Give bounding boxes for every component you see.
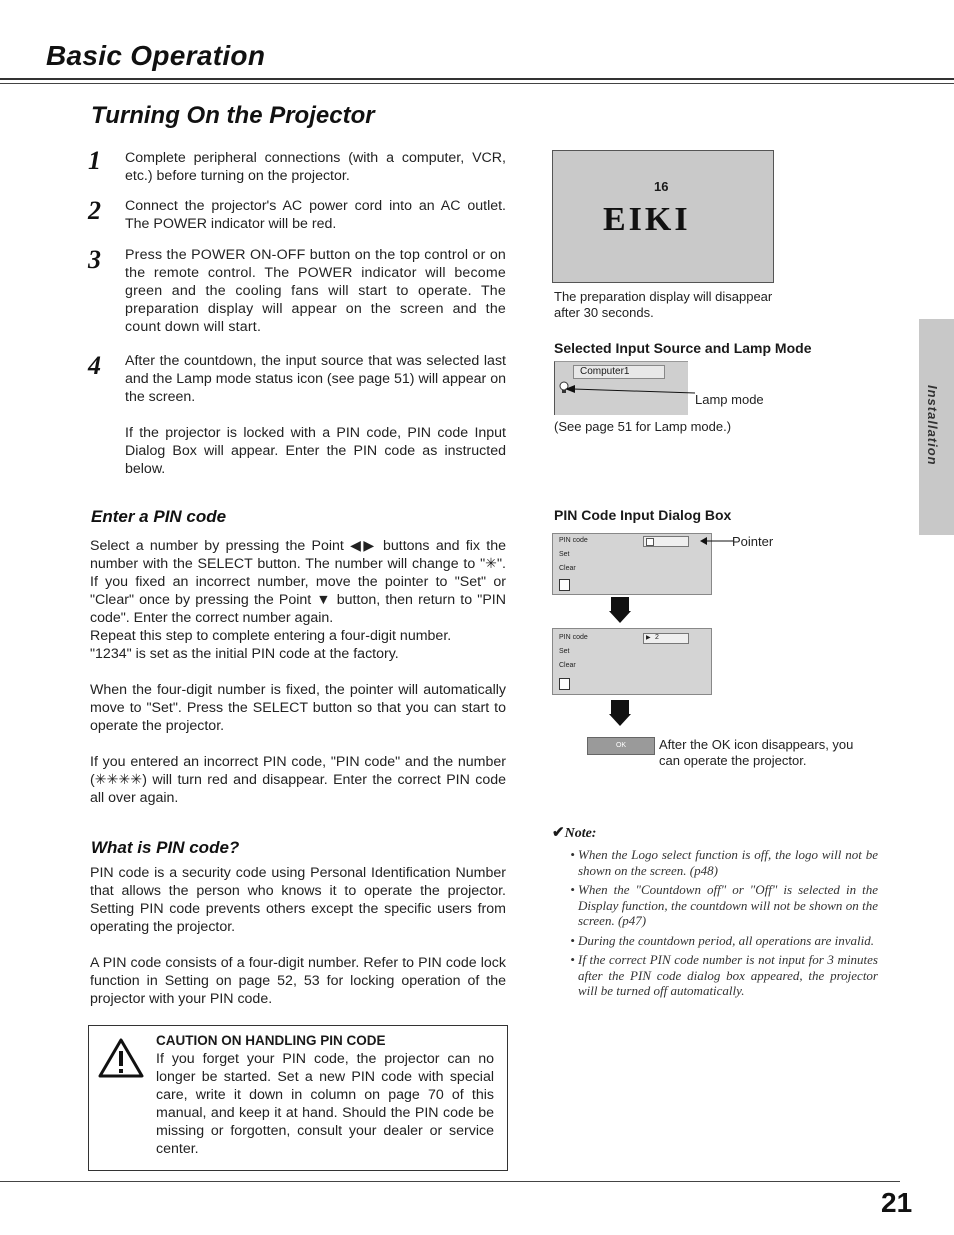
note-item: • If the correct PIN code number is not input for 3 minutes after the PIN code dialog box appeared, the projector will be turned off automatically. bbox=[578, 952, 878, 999]
pin-exit-icon bbox=[559, 579, 570, 591]
pin-dialog-before bbox=[552, 533, 712, 595]
header-rule bbox=[0, 78, 954, 80]
down-arrow-2-icon bbox=[609, 714, 631, 726]
pin-row-clear-2: Clear bbox=[559, 662, 576, 669]
side-tab bbox=[919, 319, 954, 535]
note-label-wrap bbox=[552, 823, 596, 842]
caution-text: If you forget your PIN code, the projector can no longer be started. Set a new PIN code with special care, write it down in column on page 70 of this manual, and keep it at hand. Should the PIN code be missing or forgotten, consult your dealer or service center. bbox=[156, 1051, 494, 1157]
pin-row-pin-code-2: PIN code bbox=[559, 634, 588, 641]
step-3-number: 3 bbox=[88, 245, 101, 274]
pin-input-field bbox=[643, 536, 689, 547]
step-2-number: 2 bbox=[88, 196, 101, 225]
lamp-mode-reference: (See page 51 for Lamp mode.) bbox=[554, 419, 732, 434]
down-arrow-2-shaft bbox=[611, 700, 629, 714]
pin-digit-value: 2 bbox=[655, 634, 659, 641]
input-source-heading: Selected Input Source and Lamp Mode bbox=[554, 340, 812, 356]
enter-pin-body bbox=[90, 537, 506, 807]
step-1-number: 1 bbox=[88, 146, 101, 175]
note-item: • When the Logo select function is off, the logo will not be shown on the screen. (p48) bbox=[578, 847, 878, 878]
header-rule-thin bbox=[0, 83, 954, 84]
countdown-number: 16 bbox=[654, 179, 669, 194]
step-4-number: 4 bbox=[88, 351, 101, 380]
input-source-label: Computer1 bbox=[573, 365, 665, 379]
what-pin-p1: PIN code is a security code using Personal Identification Number that allows the person who knows it to operate the projector. Setting PIN code prevents others except the specific users from operating the projector. bbox=[90, 865, 506, 935]
step-4-text: After the countdown, the input source that was selected last and the Lamp mode status icon (see page 51) will appear on the screen. bbox=[125, 353, 506, 405]
step-3-text: Press the POWER ON-OFF button on the top control or on the remote control. The POWER indicator will become green and the cooling fans will start to operate. The preparation display will appear on the screen and the count down will start. bbox=[125, 247, 506, 335]
pin-pointer-icon: ▶ bbox=[646, 635, 651, 641]
page-number: 21 bbox=[881, 1187, 913, 1218]
pin-row-clear: Clear bbox=[559, 565, 576, 572]
what-pin-p2: A PIN code consists of a four-digit number. Refer to PIN code lock function in Setting on page 52, 53 for locking operation of the projector with your PIN code. bbox=[90, 955, 506, 1007]
footer-rule bbox=[0, 1181, 900, 1182]
caution-heading: CAUTION ON HANDLING PIN CODE bbox=[156, 1033, 386, 1048]
note-label: Note: bbox=[564, 826, 597, 841]
pin-input-field-2 bbox=[643, 633, 689, 644]
eiki-logo: EIKI bbox=[603, 201, 691, 238]
pin-row-set-2: Set bbox=[559, 648, 570, 655]
pin-row-pin-code: PIN code bbox=[559, 537, 588, 544]
enter-pin-heading: Enter a PIN code bbox=[91, 507, 227, 526]
note-list bbox=[566, 847, 878, 1003]
enter-pin-p5: If you entered an incorrect PIN code, "PIN code" and the number (✳✳✳✳) will turn red and disappear. Enter the correct PIN code all over again. bbox=[90, 754, 506, 806]
preparation-caption: The preparation display will disappear after 30 seconds. bbox=[554, 289, 773, 320]
page-header-title: Basic Operation bbox=[46, 40, 266, 71]
step-2-text: Connect the projector's AC power cord into an AC outlet. The POWER indicator will be red. bbox=[125, 198, 506, 232]
note-item: • When the "Countdown off" or "Off" is selected in the Display function, the countdown will not be shown on the screen. (p47) bbox=[578, 882, 878, 929]
caution-box bbox=[88, 1025, 508, 1171]
section-title: Turning On the Projector bbox=[91, 102, 375, 129]
lamp-mode-arrow bbox=[565, 383, 695, 395]
what-pin-body bbox=[90, 864, 506, 1008]
after-ok-caption: After the OK icon disappears, you can operate the projector. bbox=[659, 737, 854, 768]
enter-pin-p4: When the four-digit number is fixed, the pointer will automatically move to "Set". Press the SELECT button so that you can start to operate the projector. bbox=[90, 682, 506, 734]
pin-dialog-heading: PIN Code Input Dialog Box bbox=[554, 507, 732, 523]
ok-icon: OK bbox=[587, 737, 655, 755]
preparation-display bbox=[552, 150, 774, 283]
enter-pin-p3: "1234" is set as the initial PIN code at the factory. bbox=[90, 646, 399, 662]
pin-digit-box bbox=[646, 538, 654, 546]
pointer-arrow bbox=[700, 536, 734, 546]
step-4-text-pin: If the projector is locked with a PIN code, PIN code Input Dialog Box will appear. Enter the PIN code as instructed below. bbox=[125, 425, 506, 477]
side-tab-label: Installation bbox=[925, 385, 940, 466]
check-icon: ✔ bbox=[552, 824, 565, 841]
pointer-label: Pointer bbox=[732, 534, 774, 549]
pin-row-set: Set bbox=[559, 551, 570, 558]
warning-icon bbox=[98, 1038, 144, 1078]
step-1-text: Complete peripheral connections (with a computer, VCR, etc.) before turning on the projector. bbox=[125, 150, 506, 184]
enter-pin-p2: Repeat this step to complete entering a four-digit number. bbox=[90, 628, 452, 644]
down-arrow-1-shaft bbox=[611, 597, 629, 611]
pin-exit-icon-2 bbox=[559, 678, 570, 690]
lamp-mode-label: Lamp mode bbox=[695, 392, 764, 407]
what-pin-heading: What is PIN code? bbox=[91, 838, 240, 857]
pin-dialog-after bbox=[552, 628, 712, 695]
down-arrow-1-icon bbox=[609, 611, 631, 623]
note-item: • During the countdown period, all operations are invalid. bbox=[578, 933, 878, 949]
enter-pin-p1: Select a number by pressing the Point ◀▶ buttons and fix the number with the SELECT button. The number will change to "✳". If you fixed an incorrect number, move the pointer to "Set" or "Clear" once by pressing the Point ▼ button, then return to "PIN code". Enter the correct number again. bbox=[90, 538, 506, 626]
